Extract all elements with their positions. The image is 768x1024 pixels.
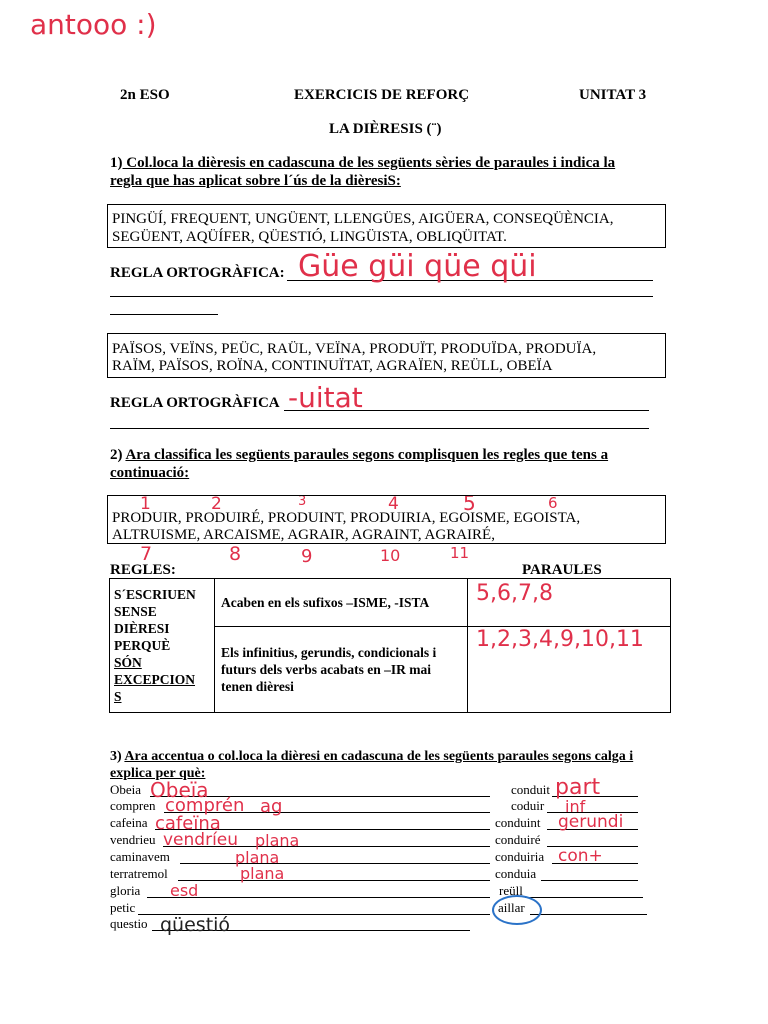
header-title: EXERCICIS DE REFORÇ [294,87,470,103]
question-1-text: Col.loca la dièresis en cadascuna de les següents sèries de paraules i indica la regla que has aplicat sobre l´ús de la dièresiS: [110,155,616,189]
word-conduint: conduint [495,815,541,830]
handwritten-number: 6 [548,494,558,512]
page-title: LA DIÈRESIS (¨) [329,121,442,137]
handwritten-number: 3 [298,494,307,509]
circle-annotation [492,895,542,925]
answer-line [541,880,638,881]
word-cafeina: cafeina [110,815,148,830]
word-coduir: coduir [511,798,545,813]
handwritten-number: 8 [229,543,242,565]
table-row [110,579,671,627]
word-conduit: conduit [511,782,550,797]
table-left-line: SÓN [114,655,142,670]
word-box-3 [107,495,666,544]
handwritten-number: 5 [463,491,476,515]
handwritten-rule-2: -uitat [288,381,363,414]
handwritten-number: 11 [450,544,470,562]
word-box-3-line-1: PRODUIR, PRODUIRÉ, PRODUINT, PRODUIRIA, EGOISME, EGOISTA, [112,510,581,526]
word-terratremol: terratremol [110,866,168,881]
word-obeia: Obeia [110,782,142,797]
word-box-1-line-2: SEGÜENT, AQÜÍFER, QÜESTIÓ, LINGÜISTA, OBLIQÜITAT. [112,229,507,245]
question-1 [110,154,650,190]
handwritten-number: 2 [211,494,222,514]
handwritten-number: 4 [388,494,399,514]
table-left-line: EXCEPCION [114,672,196,687]
question-1-number: 1) [110,155,123,171]
table-left-line: S [114,689,122,704]
word-reull: reüll [499,883,523,898]
handwritten-number: 10 [380,546,401,565]
handwritten-vendrieu: vendríeu [163,830,239,850]
paraules-cell-2 [468,627,671,713]
word-petic: petic [110,900,136,915]
answer-line [530,914,647,915]
handwritten-compren-note: ag [260,796,283,817]
word-questio: questio [110,916,148,931]
handwritten-number: 9 [301,546,313,567]
header-grade: 2n ESO [120,87,170,103]
handwritten-cafeina: cafeïna [155,813,221,834]
rule-b-cell [215,627,468,713]
answer-line [110,314,218,315]
handwritten-cell-1: 5,6,7,8 [476,581,553,606]
handwritten-inf: inf [565,797,586,816]
word-box-3-line-2: ALTRUISME, ARCAISME, AGRAIR, AGRAINT, AGRAIRÉ, [112,527,495,543]
answer-line [147,897,490,898]
question-3-number: 3) [110,749,122,764]
answer-line [110,428,649,429]
answer-line [178,880,490,881]
handwritten-cond: con+ [558,846,603,866]
header-unit: UNITAT 3 [579,87,647,103]
rule-label-1: REGLA ORTOGRÀFICA: [110,265,285,281]
word-vendrieu: vendrieu [110,832,156,847]
question-2-text: Ara classifica les següents paraules segons complisquen les regles que tens a continuació: [110,447,609,481]
question-2-number: 2) [110,447,123,463]
handwritten-number: 1 [140,494,151,514]
handwritten-signature: antooo :) [30,8,157,41]
handwritten-rule-1: Güe güi qüe qüi [298,249,537,284]
table-left-line: DIÈRESI [114,621,170,636]
handwritten-plana-2: plana [235,848,280,867]
word-box-2-line-2: RAÏM, PAÏSOS, ROÏNA, CONTINUÏTAT, AGRAÏEN, REÜLL, OBEÏA [112,358,553,374]
handwritten-esd: esd [170,881,199,900]
word-box-1 [107,204,666,248]
word-conduire: conduiré [495,832,541,847]
handwritten-cell-2: 1,2,3,4,9,10,11 [476,627,644,652]
rule-b-text: Els infinitius, gerundis, condicionals i futurs dels verbs acabats en –IR mai tenen dièresi [221,645,437,694]
answer-line [525,897,643,898]
question-3-text: Ara accentua o col.loca la dièresi en cadascuna de les següents paraules segons calga i explica per què: [110,749,634,781]
handwritten-questio: qüestió [160,914,231,936]
handwritten-number: 7 [140,543,153,565]
word-gloria: gloria [110,883,141,898]
word-box-1-line-1: PINGÜÍ, FREQUENT, UNGÜENT, LLENGÜES, AIGÜERA, CONSEQÜÈNCIA, [112,211,614,227]
handwritten-gerundi: gerundi [558,812,624,832]
answer-line [110,296,653,297]
rule-a-cell [215,579,468,627]
word-conduiria: conduiria [495,849,545,864]
handwritten-obeia: Obeïa [150,778,209,802]
rules-table [109,578,671,713]
word-caminavem: caminavem [110,849,170,864]
word-compren: compren [110,798,156,813]
answer-line [180,863,490,864]
regles-label: REGLES: [110,562,176,578]
paraules-label: PARAULES [522,562,602,578]
word-box-2 [107,333,666,378]
question-2 [110,446,650,482]
table-left-line: SENSE [114,604,157,619]
table-left-cell [110,579,215,713]
handwritten-compren: comprén [165,795,245,816]
table-left-line: S´ESCRIUEN [114,587,196,602]
word-conduia: conduia [495,866,537,881]
rule-a-text: Acaben en els sufixos –ISME, -ISTA [221,594,430,610]
word-box-2-line-1: PAÏSOS, VEÏNS, PEÜC, RAÜL, VEÏNA, PRODUÏT, PRODUÏDA, PRODUÏA, [112,341,597,357]
handwritten-plana-3: plana [240,864,285,883]
paraules-cell-1 [468,579,671,627]
rule-label-2: REGLA ORTOGRÀFICA [110,395,280,411]
table-left-line: PERQUÈ [114,638,171,653]
handwritten-plana-1: plana [255,831,300,850]
handwritten-part: part [555,775,601,800]
word-aillar: aillar [498,900,525,915]
